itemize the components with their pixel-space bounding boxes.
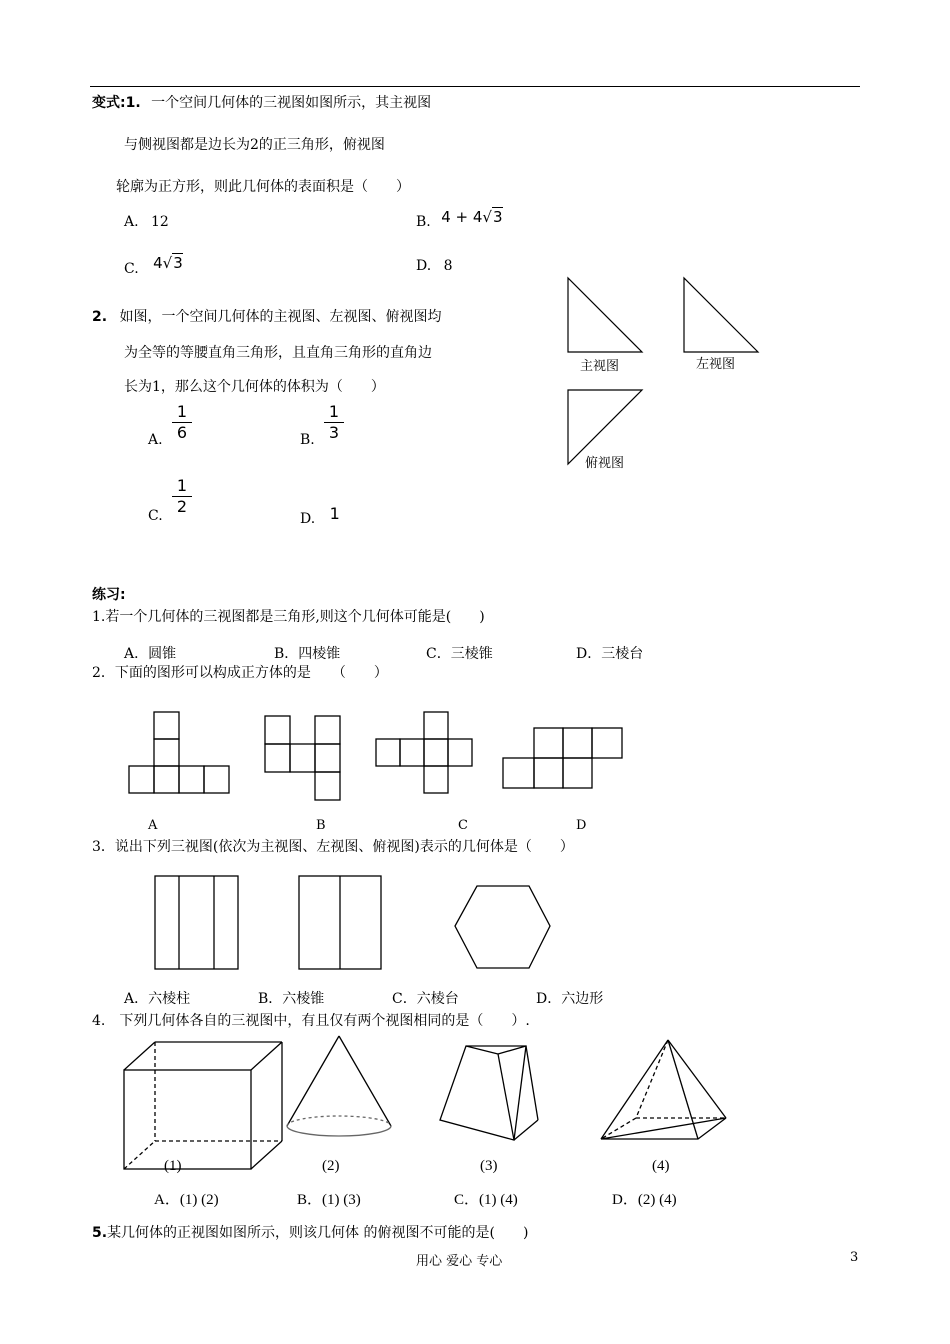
net-d bbox=[503, 728, 622, 788]
header-rule bbox=[90, 86, 860, 87]
solid-2-cone bbox=[287, 1036, 391, 1136]
variant-q2-option-d bbox=[300, 504, 340, 527]
option-b-label: B. bbox=[416, 214, 431, 230]
cube-nets-figure bbox=[0, 700, 700, 810]
practice-q5-text: 某几何体的正视图如图所示，则该几何体 的俯视图不可能的是( ) bbox=[107, 1225, 529, 1241]
practice-q1-option-c: C．三棱锥 bbox=[426, 646, 493, 662]
variant-q2-option-a-label: A. bbox=[148, 432, 163, 448]
variant-q1-line3: 轮廓为正方形，则此几何体的表面积是（ ） bbox=[116, 179, 410, 195]
practice-q1-text: 1.若一个几何体的三视图都是三角形,则这个几何体可能是( ) bbox=[92, 609, 485, 625]
top-view-label: 俯视图 bbox=[585, 456, 625, 471]
variant-q2-line2: 为全等的等腰直角三角形，且直角三角形的直角边 bbox=[124, 345, 432, 361]
variant-q1-option-b bbox=[416, 208, 503, 230]
variant-q2-option-b-label: B. bbox=[300, 432, 315, 448]
net-b bbox=[265, 716, 340, 800]
three-view-triangles-figure bbox=[560, 270, 770, 480]
option-d-value: 1 bbox=[329, 504, 340, 523]
option-d-label: D. bbox=[300, 511, 316, 527]
option-a-label: A. bbox=[124, 214, 139, 230]
sqrt-symbol-icon: √ bbox=[482, 208, 492, 226]
solid-4-pyramid bbox=[601, 1040, 726, 1139]
prism-top-view-hexagon bbox=[455, 886, 550, 968]
practice-q4-text: 4. 下列几何体各自的三视图中，有且仅有两个视图相同的是（ ）. bbox=[92, 1013, 530, 1029]
practice-heading: 练习: bbox=[92, 587, 126, 603]
solid-2-label: (2) bbox=[322, 1158, 340, 1174]
variant-q1-text1: 一个空间几何体的三视图如图所示，其主视图 bbox=[151, 95, 432, 111]
practice-q3-option-c: C．六棱台 bbox=[392, 991, 459, 1007]
variant-q1-label: 变式:1. bbox=[92, 95, 141, 111]
hexagonal-prism-three-views bbox=[0, 870, 620, 980]
option-c-label: C. bbox=[124, 261, 139, 277]
practice-q2-text: 2．下面的图形可以构成正方体的是 （ ） bbox=[92, 665, 388, 681]
variant-q2-option-a-fraction: $\frac{1}{6}$ bbox=[172, 402, 192, 443]
solid-1-label: (1) bbox=[164, 1158, 182, 1174]
practice-q5-label: 5. bbox=[92, 1225, 108, 1241]
net-b-label: B bbox=[316, 818, 326, 833]
practice-q4-option-a: A．(1) (2) bbox=[154, 1192, 219, 1208]
variant-q2-label: 2. bbox=[92, 309, 108, 325]
option-b-expression: 4 + 4√3 bbox=[441, 208, 503, 226]
net-a bbox=[129, 712, 229, 793]
net-c bbox=[376, 712, 472, 793]
solid-4-label: (4) bbox=[652, 1158, 670, 1174]
practice-q5 bbox=[92, 1222, 528, 1242]
front-view-label: 主视图 bbox=[580, 359, 620, 374]
variant-q1-option-a bbox=[124, 214, 169, 230]
four-solids-figure bbox=[0, 1030, 760, 1150]
prism-left-view bbox=[299, 876, 381, 969]
net-c-label: C bbox=[458, 818, 468, 833]
practice-q3-option-d: D．六边形 bbox=[536, 991, 604, 1007]
option-a-value: 12 bbox=[151, 214, 169, 230]
sqrt-symbol-icon: √ bbox=[162, 254, 173, 272]
prism-front-view bbox=[155, 876, 238, 969]
variant-q2-option-c-label: C. bbox=[148, 508, 163, 524]
net-a-label: A bbox=[148, 818, 158, 833]
practice-q4-option-b: B．(1) (3) bbox=[297, 1192, 361, 1208]
variant-q2-option-b-fraction: $\frac{1}{3}$ bbox=[324, 402, 344, 443]
footer-page-number: 3 bbox=[850, 1250, 859, 1265]
variant-q2-option-c-fraction: $\frac{1}{2}$ bbox=[172, 476, 192, 517]
solid-1-box bbox=[124, 1042, 282, 1169]
variant-q2-line3: 长为1，那么这个几何体的体积为（ ） bbox=[124, 379, 385, 395]
net-d-label: D bbox=[576, 818, 587, 833]
variant-q2-line1 bbox=[92, 306, 442, 326]
practice-q1-option-a: A．圆锥 bbox=[124, 646, 177, 662]
practice-q3-option-b: B．六棱锥 bbox=[258, 991, 325, 1007]
variant-q1-line2: 与侧视图都是边长为2的正三角形，俯视图 bbox=[124, 137, 385, 153]
practice-q1-option-d: D．三棱台 bbox=[576, 646, 644, 662]
variant-q1-line1 bbox=[92, 92, 431, 112]
front-view-triangle bbox=[568, 278, 642, 352]
solid-3-label: (3) bbox=[480, 1158, 498, 1174]
variant-q1-option-d bbox=[416, 258, 453, 274]
practice-q3-option-a: A．六棱柱 bbox=[124, 991, 191, 1007]
footer-center-text: 用心 爱心 专心 bbox=[416, 1254, 503, 1269]
practice-q4-option-d: D．(2) (4) bbox=[612, 1192, 677, 1208]
practice-q1-option-b: B．四棱锥 bbox=[274, 646, 341, 662]
option-c-expression: 4√3 bbox=[153, 254, 183, 272]
option-d-value: 8 bbox=[443, 258, 453, 274]
solid-3-frustum bbox=[440, 1046, 538, 1140]
option-d-label: D. bbox=[416, 258, 432, 274]
left-view-triangle bbox=[684, 278, 758, 352]
left-view-label: 左视图 bbox=[696, 357, 736, 372]
variant-q1-option-c bbox=[124, 254, 183, 277]
variant-q2-text1: 如图，一个空间几何体的主视图、左视图、俯视图均 bbox=[119, 309, 442, 325]
practice-q4-option-c: C．(1) (4) bbox=[454, 1192, 518, 1208]
practice-q3-text: 3．说出下列三视图(依次为主视图、左视图、俯视图)表示的几何体是（ ） bbox=[92, 839, 574, 855]
